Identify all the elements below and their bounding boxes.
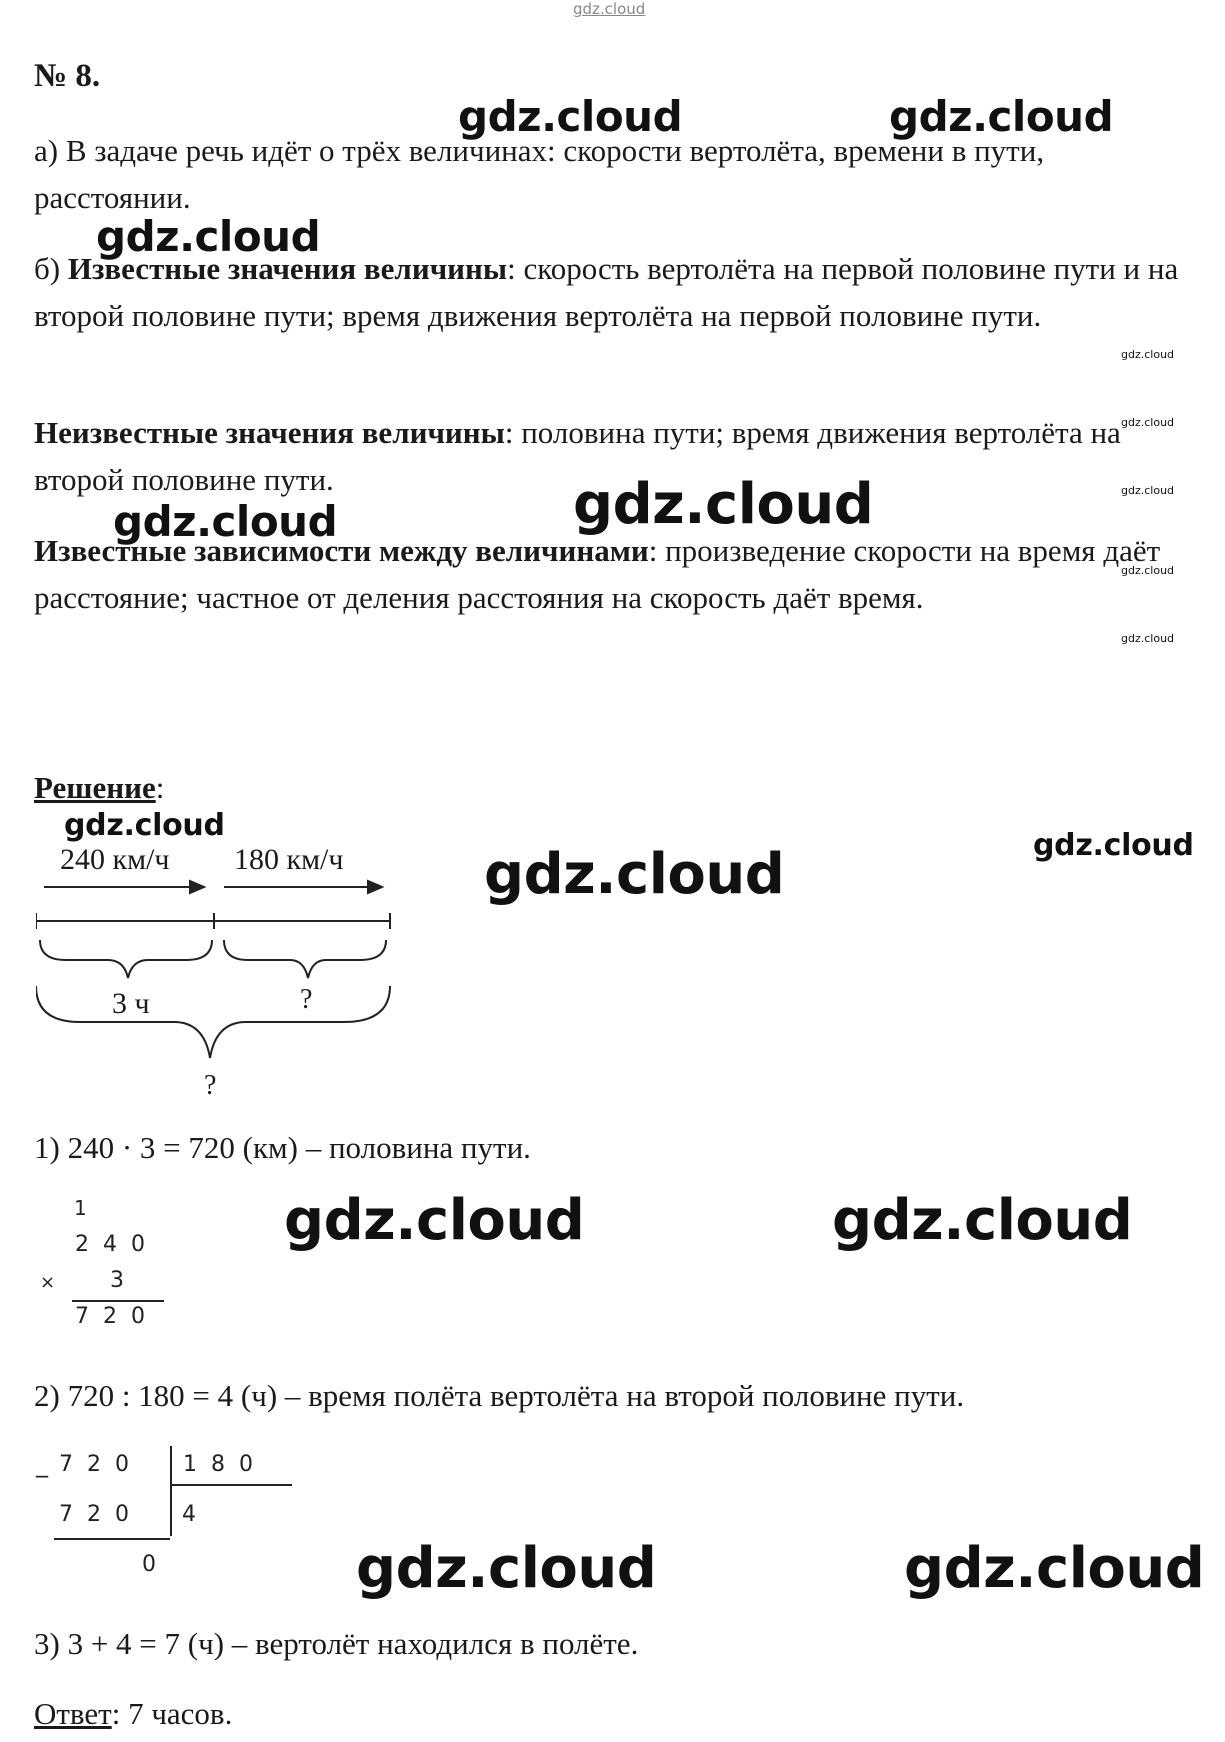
watermark-small: gdz.cloud: [1121, 564, 1175, 577]
digit: 2: [87, 1502, 101, 1527]
speed-1-label: 240 км/ч: [60, 843, 170, 876]
digit: 2: [103, 1304, 117, 1329]
column-multiplication: [36, 1196, 186, 1346]
divisor: [176, 1452, 260, 1477]
speed-1-arrowhead: [190, 881, 204, 893]
answer-text: : 7 часов.: [111, 1696, 233, 1731]
digit: 0: [239, 1452, 253, 1477]
digit: 0: [131, 1232, 145, 1257]
multiplication-line: [72, 1300, 164, 1302]
watermark: gdz.cloud: [889, 92, 1114, 141]
digit: 7: [59, 1502, 73, 1527]
long-division: [36, 1446, 296, 1596]
digit: 7: [59, 1452, 73, 1477]
product: [68, 1304, 152, 1329]
divisor-underline: [170, 1484, 292, 1486]
digit: 2: [75, 1232, 89, 1257]
watermark: gdz.cloud: [64, 808, 225, 843]
division-vertical-line: [170, 1446, 172, 1536]
digit: 0: [115, 1502, 129, 1527]
minus-sign: _: [36, 1450, 48, 1478]
brace-total: [36, 986, 390, 1058]
digit: 8: [211, 1452, 225, 1477]
watermark: gdz.cloud: [904, 1536, 1205, 1601]
solution-label: Решение: [34, 770, 156, 805]
dividend: [52, 1452, 136, 1477]
watermark-small: gdz.cloud: [1121, 632, 1175, 645]
speed-2-label: 180 км/ч: [234, 843, 344, 876]
watermark: gdz.cloud: [1033, 828, 1194, 863]
answer-label: Ответ: [34, 1696, 112, 1731]
watermark: gdz.cloud: [284, 1188, 585, 1253]
watermark-small: gdz.cloud: [1121, 348, 1175, 361]
digit: 7: [75, 1304, 89, 1329]
dependencies-paragraph: [34, 527, 1164, 621]
dependencies-text: : произведение скорости на время даёт расстояние; частное от деления расстояния на скорость даёт время.: [34, 533, 1161, 615]
step-3: 3) 3 + 4 = 7 (ч) – вертолёт находился в полёте.: [34, 1626, 639, 1661]
time-2-label: ?: [300, 984, 313, 1015]
part-b-known-paragraph: [34, 245, 1199, 339]
multiplier: 3: [110, 1268, 124, 1293]
watermark: gdz.cloud: [832, 1188, 1133, 1253]
watermark: gdz.cloud: [356, 1536, 657, 1601]
watermark: gdz.cloud: [458, 92, 683, 141]
answer: [34, 1690, 232, 1737]
watermark: gdz.cloud: [113, 497, 338, 546]
known-values-text: : скорость вертолёта на первой половине пути и на второй половине пути; время движения вертолёта на первой половине пути.: [34, 251, 1179, 333]
time-1-label: 3 ч: [112, 987, 150, 1020]
unknown-values-label: Неизвестные значения величины: [34, 415, 505, 450]
watermark: gdz.cloud: [96, 212, 321, 261]
known-values-label: Известные значения величины: [67, 251, 508, 286]
watermark: gdz.cloud: [573, 472, 874, 537]
brace-second-half: [224, 940, 386, 978]
part-a-paragraph: а) В задаче речь идёт о трёх величинах: скорости вертолёта, времени в пути, расстоянии.: [34, 133, 1045, 215]
part-b-prefix: б): [34, 251, 68, 286]
brace-first-half: [40, 940, 212, 978]
solution-heading: [34, 764, 164, 811]
remainder: 0: [142, 1552, 156, 1577]
carry-digit: 1: [74, 1196, 87, 1220]
dependencies-label: Известные зависимости между величинами: [34, 533, 649, 568]
watermark-small: gdz.cloud: [1121, 484, 1175, 497]
digit: 1: [183, 1452, 197, 1477]
digit: 0: [131, 1304, 145, 1329]
unknown-values-paragraph: [34, 409, 1144, 503]
step-2: 2) 720 : 180 = 4 (ч) – время полёта вертолёта на второй половине пути.: [34, 1378, 965, 1413]
watermark-small: gdz.cloud: [1121, 416, 1175, 429]
digit: 0: [115, 1452, 129, 1477]
subtrahend: [52, 1502, 136, 1527]
subtraction-line: [54, 1538, 170, 1540]
unknown-values-text: : половина пути; время движения вертолёта на второй половине пути.: [34, 415, 1121, 497]
watermark-top: gdz.cloud: [573, 0, 646, 18]
multiply-sign: ×: [40, 1272, 56, 1293]
speed-2-arrowhead: [368, 881, 382, 893]
digit: 2: [87, 1452, 101, 1477]
solution-colon: :: [155, 770, 165, 805]
digit: 4: [103, 1232, 117, 1257]
step-1: 1) 240 · 3 = 720 (км) – половина пути.: [34, 1130, 531, 1165]
quotient: 4: [182, 1502, 196, 1527]
multiplicand: [68, 1232, 152, 1257]
total-time-label: ?: [204, 1070, 217, 1101]
watermark: gdz.cloud: [484, 842, 785, 907]
problem-number: № 8.: [34, 58, 101, 94]
diagram-graphics: [36, 836, 396, 1096]
segment-diagram: [36, 836, 396, 1101]
